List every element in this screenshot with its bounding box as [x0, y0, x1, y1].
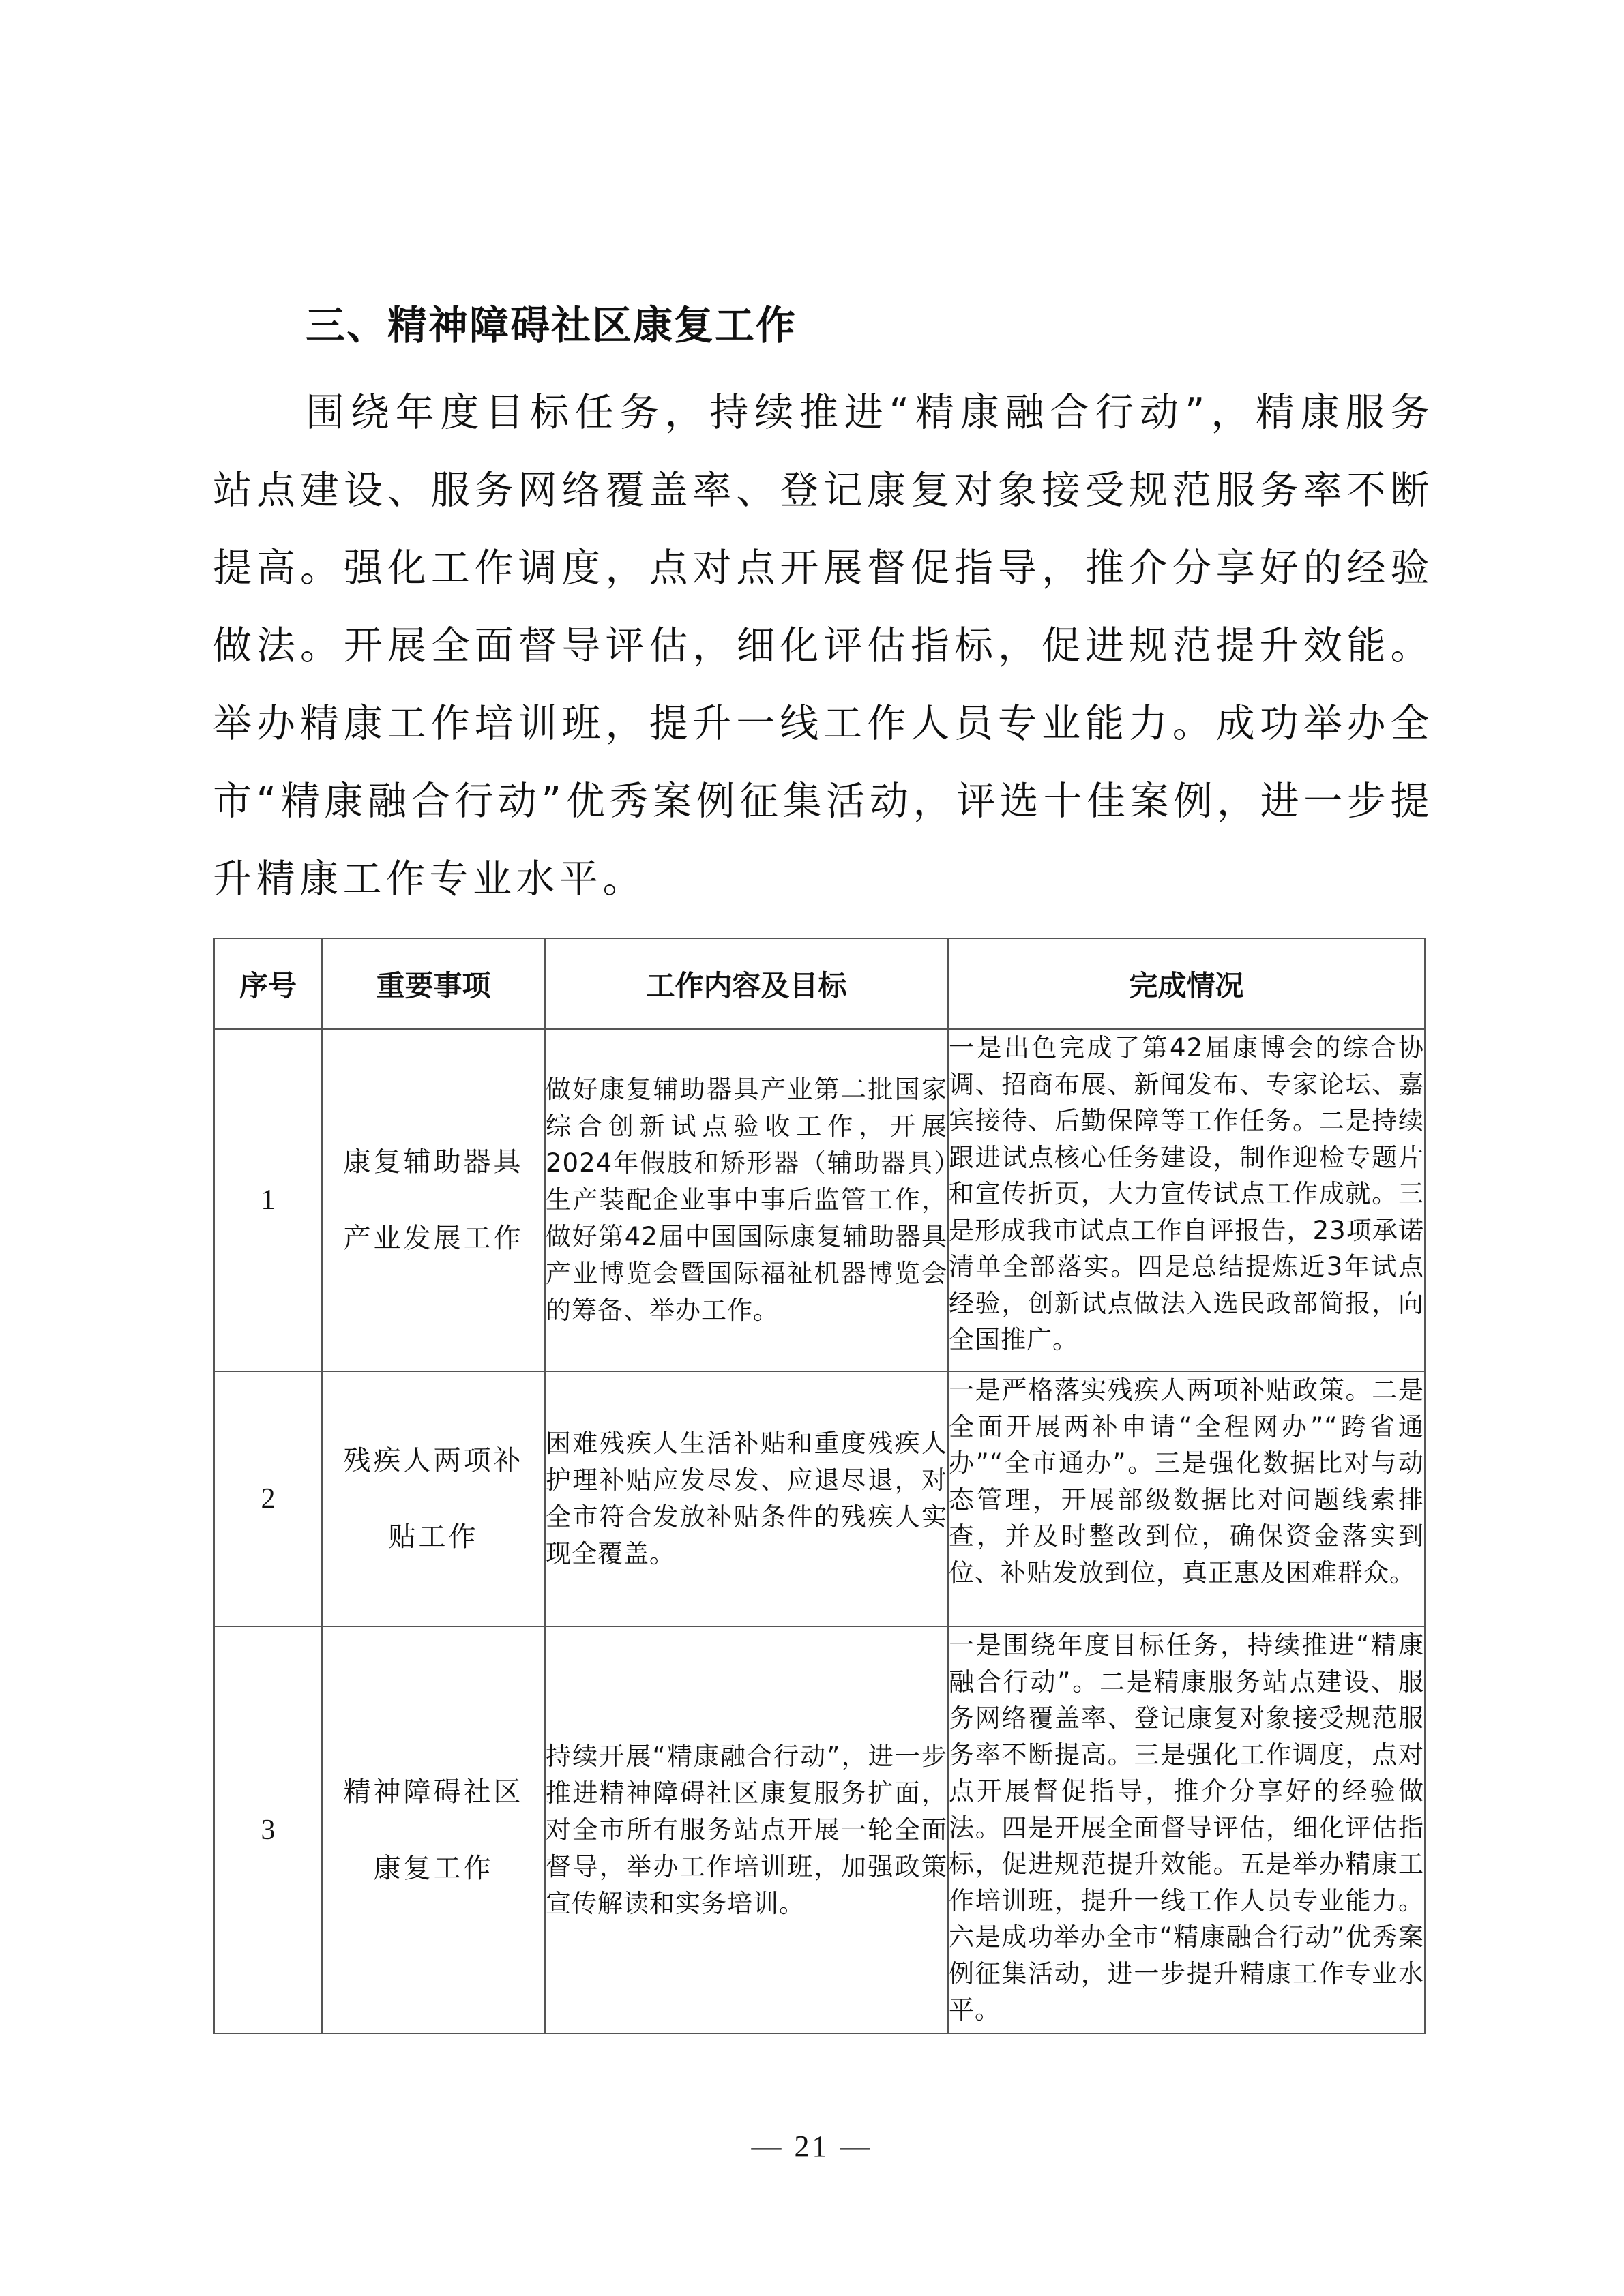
row-item-line: 贴工作 — [388, 1521, 479, 1553]
table-row — [214, 1029, 1425, 1371]
row-item-line: 精神障碍社区 — [343, 1776, 524, 1808]
header-index: 序号 — [214, 938, 322, 1029]
row-item-line: 康复辅助器具 — [343, 1146, 524, 1178]
table-row — [214, 1371, 1425, 1626]
row-index: 3 — [214, 1626, 322, 2033]
section-heading: 三、精神障碍社区康复工作 — [306, 302, 797, 348]
header-item: 重要事项 — [322, 938, 545, 1029]
row-index: 2 — [214, 1371, 322, 1626]
row-item-line: 康复工作 — [373, 1852, 494, 1884]
row-goal: 做好康复辅助器具产业第二批国家综合创新试点验收工作，开展2024年假肢和矫形器（辅助器具）生产装配企业事中事后监管工作，做好第42届中国国际康复辅助器具产业博览会暨国际福祉机器博览会的筹备、举办工作。 — [545, 1029, 948, 1371]
row-item-line: 残疾人两项补 — [343, 1445, 524, 1476]
header-done: 完成情况 — [948, 938, 1425, 1029]
table-row — [214, 1626, 1425, 2033]
row-goal: 持续开展“精康融合行动”，进一步推进精神障碍社区康复服务扩面，对全市所有服务站点开展一轮全面督导，举办工作培训班，加强政策宣传解读和实务培训。 — [545, 1626, 948, 2033]
table-header-row — [214, 938, 1425, 1029]
row-item-line: 产业发展工作 — [343, 1223, 524, 1254]
row-item — [322, 1626, 545, 2033]
row-done: 一是严格落实残疾人两项补贴政策。二是全面开展两补申请“全程网办”“跨省通办”“全市通办”。三是强化数据比对与动态管理，开展部级数据比对问题线索排查，并及时整改到位，确保资金落实到位、补贴发放到位，真正惠及困难群众。 — [948, 1371, 1425, 1626]
header-goal: 工作内容及目标 — [545, 938, 948, 1029]
row-item — [322, 1371, 545, 1626]
row-done: 一是围绕年度目标任务，持续推进“精康融合行动”。二是精康服务站点建设、服务网络覆盖率、登记康复对象接受规范服务率不断提高。三是强化工作调度，点对点开展督促指导，推介分享好的经验做法。四是开展全面督导评估，细化评估指标，促进规范提升效能。五是举办精康工作培训班，提升一线工作人员专业能力。六是成功举办全市“精康融合行动”优秀案例征集活动，进一步提升精康工作专业水平。 — [948, 1626, 1425, 2033]
row-item — [322, 1029, 545, 1371]
row-goal: 困难残疾人生活补贴和重度残疾人护理补贴应发尽发、应退尽退，对全市符合发放补贴条件的残疾人实现全覆盖。 — [545, 1371, 948, 1626]
row-done: 一是出色完成了第42届康博会的综合协调、招商布展、新闻发布、专家论坛、嘉宾接待、后勤保障等工作任务。二是持续跟进试点核心任务建设，制作迎检专题片和宣传折页，大力宣传试点工作成就。三是形成我市试点工作自评报告，23项承诺清单全部落实。四是总结提炼近3年试点经验，创新试点做法入选民政部简报，向全国推广。 — [948, 1029, 1425, 1371]
page-number: — 21 — — [751, 2130, 873, 2163]
work-table — [213, 938, 1426, 2034]
row-index: 1 — [214, 1029, 322, 1371]
section-paragraph: 围绕年度目标任务，持续推进“精康融合行动”，精康服务站点建设、服务网络覆盖率、登记康复对象接受规范服务率不断提高。强化工作调度，点对点开展督促指导，推介分享好的经验做法。开展全面督导评估，细化评估指标，促进规范提升效能。举办精康工作培训班，提升一线工作人员专业能力。成功举办全市“精康融合行动”优秀案例征集活动，评选十佳案例，进一步提升精康工作专业水平。 — [213, 390, 1434, 901]
